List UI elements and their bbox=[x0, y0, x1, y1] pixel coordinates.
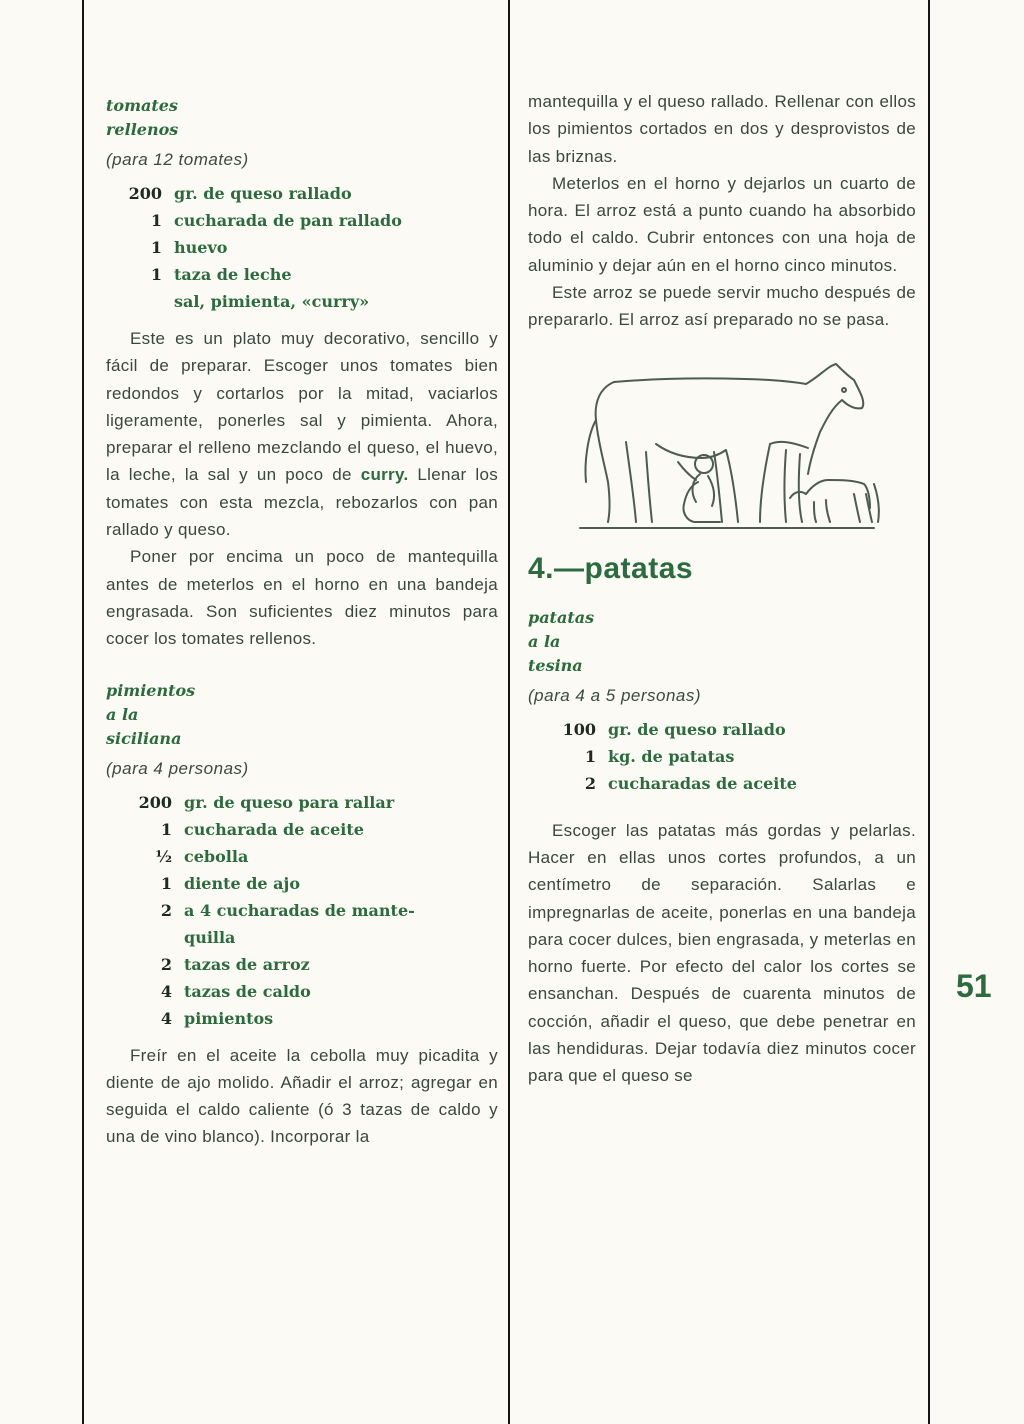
instruction-paragraph bbox=[106, 325, 498, 543]
ingredient-quantity: 1 bbox=[160, 873, 172, 893]
recipe-instructions bbox=[106, 325, 498, 653]
right-margin-rule bbox=[928, 0, 930, 1424]
instruction-text: Este es un plato muy decorativo, sencillo y fácil de preparar. Escoger unos tomates bien redondos y cortarlos por la mitad, vaciarlos ligeramente, ponerles sal y pimienta. Ahora, preparar el relleno mezclando el queso, el huevo, la leche, la sal y un poco de bbox=[106, 329, 498, 485]
ingredient-row bbox=[528, 743, 916, 770]
recipe-patatas-a-la-tesina bbox=[528, 606, 916, 1090]
instruction-paragraph: Freír en el aceite la cebolla muy picadita y diente de ajo molido. Añadir el arroz; agregar en seguida el caldo caliente (ó 3 tazas de caldo y una de vino blanco). Incorporar la bbox=[106, 1045, 498, 1147]
ingredient-text: kg. de patatas bbox=[608, 746, 735, 766]
ingredient-text: gr. de queso rallado bbox=[608, 719, 786, 739]
ingredient-quantity: 200 bbox=[138, 792, 172, 812]
instruction-text: Llenar los tomates con esta mezcla, rebozarlos con pan rallado y queso. bbox=[106, 465, 499, 540]
center-column-rule bbox=[508, 0, 510, 1424]
ingredient-row bbox=[106, 816, 498, 843]
ingredient-text: huevo bbox=[174, 238, 228, 257]
instruction-paragraph: Escoger las patatas más gordas y pelarlas. Hacer en ellas unos cortes profundos, a un centímetro de separación. Salarlas e impregnarlas de aceite, ponerlas en una bandeja para cocer dulces, bien engrasada, y meterlas en horno fuerte. Por efecto del calor los cortes se ensanchan. Después de cuarenta minutos de cocción, añadir el queso, que debe penetrar en las hendiduras. Dejar todavía diez minutos cocer para que el queso se bbox=[528, 820, 916, 1086]
ingredient-row bbox=[106, 789, 498, 816]
recipe-title-line: a la bbox=[528, 631, 561, 651]
recipe-title-line: rellenos bbox=[106, 120, 179, 139]
recipe-title-line: patatas bbox=[528, 607, 595, 627]
ingredient-text: gr. de queso rallado bbox=[174, 184, 352, 203]
ingredient-text: cucharada de pan rallado bbox=[174, 211, 402, 230]
ingredient-text: sal, pimienta, «curry» bbox=[174, 292, 370, 311]
recipe-continuation bbox=[528, 88, 916, 334]
ingredient-text: diente de ajo bbox=[184, 873, 300, 893]
recipe-instructions bbox=[106, 1042, 498, 1151]
ingredient-quantity: 2 bbox=[584, 773, 596, 793]
ingredient-quantity: 100 bbox=[562, 719, 596, 739]
ingredient-text: cucharadas de aceite bbox=[608, 773, 797, 793]
instruction-paragraph: Poner por encima un poco de mantequilla antes de meterlos en el horno en una bandeja engrasada. Son suficientes diez minutos para cocer los tomates rellenos. bbox=[106, 547, 498, 649]
recipe-title-line: a la bbox=[106, 704, 139, 724]
servings-note: (para 4 a 5 personas) bbox=[528, 685, 702, 705]
ingredient-row bbox=[106, 870, 498, 897]
cow-milking-illustration bbox=[574, 362, 884, 530]
ingredient-quantity: 4 bbox=[160, 981, 172, 1001]
left-column bbox=[106, 94, 498, 1151]
page-number: 51 bbox=[956, 968, 992, 1004]
ingredient-text: tazas de arroz bbox=[184, 954, 310, 974]
recipe-title-line: siciliana bbox=[106, 728, 182, 748]
recipe-title-line: tesina bbox=[528, 655, 583, 675]
recipe-pimientos-a-la-siciliana bbox=[106, 679, 498, 1151]
ingredient-text: cebolla bbox=[184, 846, 249, 866]
instruction-paragraph: Meterlos en el horno y dejarlos un cuarto de hora. El arroz está a punto cuando ha absorbido todo el caldo. Cubrir entonces con una hoja de aluminio y dejar aún en el horno cinco minutos. bbox=[528, 173, 916, 275]
ingredient-quantity: 2 bbox=[160, 954, 172, 974]
ingredient-row bbox=[106, 1005, 498, 1032]
ingredient-quantity bbox=[106, 924, 184, 951]
servings-note: (para 12 tomates) bbox=[106, 150, 249, 169]
recipe-title bbox=[106, 679, 498, 751]
ingredient-row bbox=[106, 288, 498, 315]
ingredient-text: cucharada de aceite bbox=[184, 819, 364, 839]
ingredient-row bbox=[106, 978, 498, 1005]
ingredient-text: taza de leche bbox=[174, 265, 292, 284]
instruction-paragraph: Este arroz se puede servir mucho después de prepararlo. El arroz así preparado no se pasa. bbox=[528, 283, 916, 330]
ingredient-list bbox=[106, 789, 498, 1032]
ingredient-quantity: 200 bbox=[128, 184, 162, 203]
ingredient-quantity: 4 bbox=[160, 1008, 172, 1028]
ingredient-text: pimientos bbox=[184, 1008, 274, 1028]
ingredient-row bbox=[106, 951, 498, 978]
ingredient-text: tazas de caldo bbox=[184, 981, 311, 1001]
ingredient-list bbox=[106, 180, 498, 315]
ingredient-quantity: ½ bbox=[155, 846, 172, 866]
ingredient-row bbox=[528, 770, 916, 797]
recipe-title bbox=[106, 94, 498, 142]
ingredient-row bbox=[106, 843, 498, 870]
section-heading: 4.—patatas bbox=[528, 551, 694, 585]
ingredient-row bbox=[106, 897, 498, 924]
instruction-emphasis: curry. bbox=[360, 465, 409, 485]
ingredient-quantity: 1 bbox=[150, 265, 162, 284]
recipe-title-line: pimientos bbox=[106, 680, 196, 700]
ingredient-row bbox=[106, 207, 498, 234]
ingredient-row bbox=[106, 924, 498, 951]
instruction-paragraph: mantequilla y el queso rallado. Rellenar con ellos los pimientos cortados en dos y desprovistos de las briznas. bbox=[528, 92, 916, 166]
ingredient-row bbox=[106, 261, 498, 288]
servings-note: (para 4 personas) bbox=[106, 758, 249, 778]
recipe-tomates-rellenos bbox=[106, 94, 498, 653]
ingredient-list bbox=[528, 716, 916, 797]
ingredient-row bbox=[106, 234, 498, 261]
ingredient-quantity: 1 bbox=[160, 819, 172, 839]
left-margin-rule bbox=[82, 0, 84, 1424]
recipe-title-line: tomates bbox=[106, 96, 178, 115]
recipe-instructions bbox=[528, 817, 916, 1090]
ingredient-quantity: 1 bbox=[150, 211, 162, 230]
ingredient-text: gr. de queso para rallar bbox=[184, 792, 395, 812]
ingredient-text: quilla bbox=[184, 927, 236, 947]
ingredient-text: a 4 cucharadas de mante- bbox=[184, 900, 415, 920]
ingredient-quantity bbox=[106, 288, 174, 315]
ingredient-quantity: 2 bbox=[160, 900, 172, 920]
ingredient-row bbox=[106, 180, 498, 207]
recipe-title bbox=[528, 606, 916, 678]
right-column bbox=[528, 88, 916, 1090]
ingredient-row bbox=[528, 716, 916, 743]
ingredient-quantity: 1 bbox=[584, 746, 596, 766]
ingredient-quantity: 1 bbox=[150, 238, 162, 257]
